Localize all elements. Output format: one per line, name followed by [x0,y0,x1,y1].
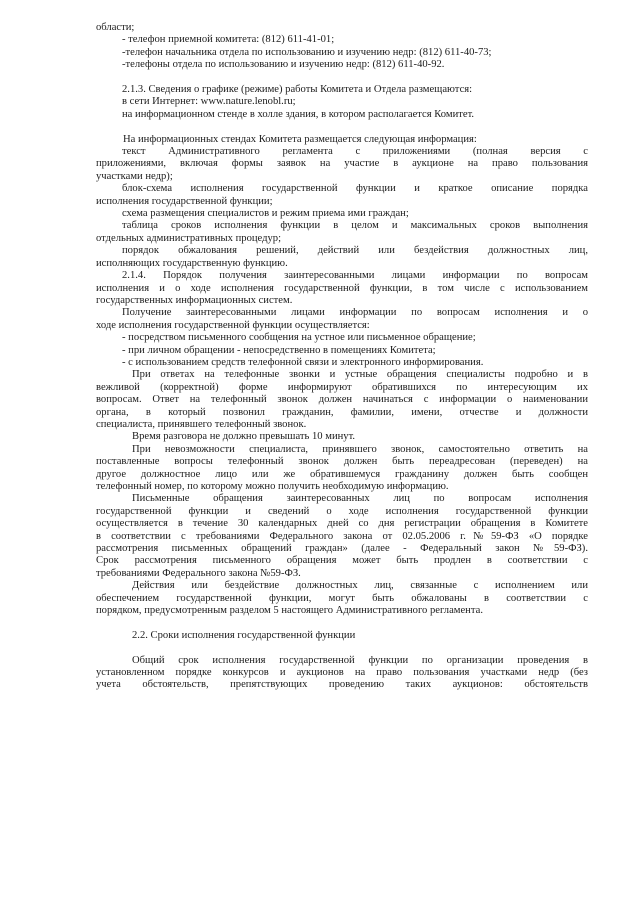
text-line: - при личном обращении - непосредственно в помещениях Комитета; [122,344,436,356]
section-heading: 2.2. Сроки исполнения государственной функции [132,629,356,641]
text-line: Время разговора не должно превышать 10 минут. [132,431,356,443]
text-line: другое должностное лицо или же обратившемуся гражданину должен быть сообщен [96,468,588,480]
text-line: -телефон начальника отдела по использованию и изучению недр: (812) 611-40-73; [122,46,492,58]
text-line: приложениями, включая формы заявок на участие в аукционе на право пользования [96,158,588,170]
text-line: Срок рассмотрения письменного обращения может быть продлен в соответствии с [96,555,588,567]
text-line: блок-схема исполнения государственной функции и краткое описание порядка [122,183,588,195]
paragraph-gap [96,121,588,133]
text-line: обеспечением государственной функции, могут быть обжалованы в соответствии с [96,592,588,604]
document-page [96,22,588,692]
text-line: ходе исполнения государственной функции осуществляется: [96,319,370,331]
text-line: При ответах на телефонные звонки и устные обращения специалисты подробно и в [132,369,588,381]
paragraph-gap [96,72,588,84]
text-line: - телефон приемной комитета: (812) 611-41-01; [122,34,335,46]
text-line: вежливой (корректной) форме информируют обратившихся по интересующим их [96,381,588,393]
text-line: рассмотрения письменных обращений граждан» (далее - Федеральный закон №59-ФЗ). [96,543,588,555]
text-line: участками недр); [96,170,173,182]
text-line: государственных информационных систем. [96,294,293,306]
text-line: вопросам. Ответ на телефонный звонок должен начинаться с информации о наименовании [96,394,588,406]
paragraph-gap [96,642,588,654]
text-line: На информационных стендах Комитета размещается следующая информация: [123,133,477,145]
text-line: текст Административного регламента с приложениями (полная версия с [122,146,588,158]
text-line: в соответствии с требованиями Федерального закона от 02.05.2006 г.№59-ФЗ «О порядке [96,530,588,542]
text-line: поставленные вопросы телефонный звонок должен быть переадресован (переведен) на [96,456,588,468]
text-line: При невозможности специалиста, принявшего звонок, самостоятельно ответить на [132,443,588,455]
text-line: осуществляется в течение 30 календарных дней со дня регистрации обращения в Комитете [96,518,588,530]
text-line: - посредством письменного сообщения на устное или письменное обращение; [122,332,476,344]
text-line: на информационном стенде в холле здания, в котором располагается Комитет. [122,108,475,120]
text-line: 2.1.3. Сведения о графике (режиме) работы Комитета и Отдела размещаются: [122,84,473,96]
text-line: государственной функции и сведений о ходе исполнения государственной функции [96,505,588,517]
text-line: Общий срок исполнения государственной функции по организации проведения в [132,654,588,666]
text-line: 2.1.4. Порядок получения заинтересованными лицами информации по вопросам [122,270,588,282]
text-line: порядком, предусмотренным разделом 5 настоящего Административного регламента. [96,605,483,617]
text-line: исполнения и о ходе исполнения государственной функции, в том числе с использованием [96,282,588,294]
text-line: таблица сроков исполнения функции в целом и максимальных сроков выполнения [122,220,588,232]
text-line: специалиста, принявшего телефонный звонок. [96,418,307,430]
text-line: исполняющих государственную функцию. [96,257,288,269]
text-line: схема размещения специалистов и режим приема ими граждан; [122,208,409,220]
text-line: установленном порядке конкурсов и аукционов на право пользования участками недр (без [96,667,588,679]
text-line: телефонный номер, по которому можно получить необходимую информацию. [96,481,449,492]
text-line: порядок обжалования решений, действий или бездействия должностных лиц, [122,245,588,257]
text-line: учета обстоятельств, препятствующих проведению таких аукционов: обстоятельств [96,679,588,691]
text-line: органа, в который позвонил гражданин, фамилии, имени, отчестве и должности [96,406,588,418]
text-line: Письменные обращения заинтересованных лиц по вопросам исполнения [132,493,588,505]
text-line: отдельных административных процедур; [96,232,282,244]
text-line: Получение заинтересованными лицами информации по вопросам исполнения и о [122,307,588,319]
text-line: исполнения государственной функции; [96,195,273,207]
text-line: требованиями Федерального закона №59-ФЗ. [96,567,301,579]
text-line: области; [96,22,135,33]
text-line: в сети Интернет: www.nature.lenobl.ru; [122,96,296,108]
text-line: Действия или бездействие должностных лиц, связанные с исполнением или [132,580,588,592]
text-line: - с использованием средств телефонной связи и электронного информирования. [122,356,484,368]
paragraph-gap [96,617,588,629]
text-line: -телефоны отдела по использованию и изучению недр: (812) 611-40-92. [122,59,445,71]
